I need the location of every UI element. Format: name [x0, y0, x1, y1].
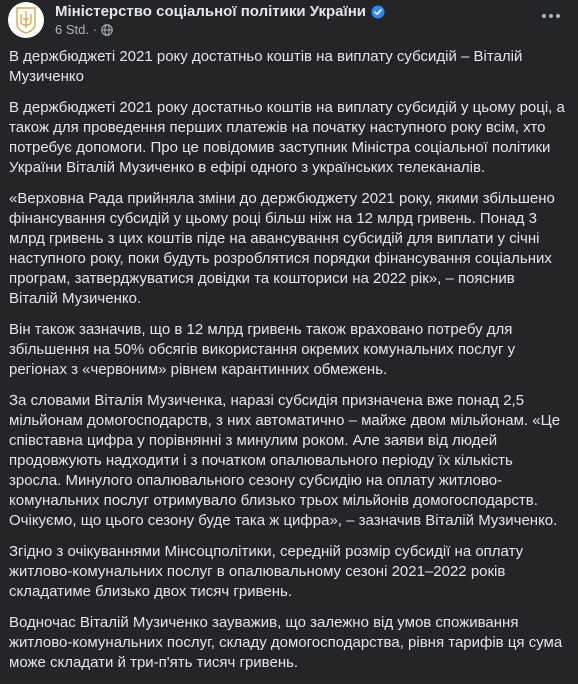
post-paragraph: «Верховна Рада прийняла зміни до держбюджету 2021 року, якими збільшено фінансування субсидій у цьому році більш ніж на 12 млрд гривень. Понад 3 млрд гривень з цих коштів піде на авансування субсидій для виплати у січні наступного року, поки будуть розроблятися порядки фінансування соціальних програм, затверджуватися довідки та кошториси на 2022 рік», – пояснив Віталій Музиченко.	[9, 190, 555, 307]
post-paragraph: Він також зазначив, що в 12 млрд гривень також враховано потребу для збільшення на 50% обсягів використання окремих комунальних послуг у регіонах з «червоним» рівнем карантинних обмежень.	[9, 321, 516, 378]
page-name-row	[55, 3, 385, 20]
post-paragraph: Згідно з очікуваннями Мінсоцполітики, середній розмір субсидії на оплату житлово-комунальних послуг в опалювальному сезоні 2021–2022 років складатиме близько двох тисяч гривень.	[9, 543, 524, 600]
more-options-button[interactable]	[538, 6, 564, 26]
globe-icon[interactable]	[101, 24, 113, 36]
post-body	[9, 47, 565, 684]
coat-of-arms-icon	[15, 6, 37, 34]
post-paragraph: В держбюджеті 2021 року достатньо коштів на виплату субсидій у цьому році, а також для проведення перших платежів на початку наступного року всім, хто потребує допомоги. Про це повідомив заступник Міністра соціальної політики України Віталій Музиченко в ефірі одного з українських телеканалів.	[9, 99, 565, 176]
verified-badge-icon	[371, 5, 385, 19]
more-options-icon	[541, 13, 561, 19]
page-avatar[interactable]	[8, 2, 44, 38]
page-name-link[interactable]: Міністерство соціальної політики України	[55, 3, 367, 20]
post-timestamp[interactable]: 6 Std.	[55, 22, 89, 37]
meta-separator: ·	[92, 22, 98, 37]
post-title-paragraph: В держбюджеті 2021 року достатньо коштів на виплату субсидій – Віталій Музиченко	[9, 48, 523, 85]
post-paragraph: За словами Віталія Музиченка, наразі субсидія призначена вже понад 2,5 мільйонам домогосподарств, з них автоматично – майже двом мільйонам. «Це співставна цифра у порівнянні з минулим роком. Але заяви від людей продовжують надходити і з початком опалювального періоду їх кількість зросла. Минулого опалювального сезону субсидію на оплату житлово-комунальних послуг отримувало близько трьох мільйонів домогосподарств. Очікуємо, що цього сезону буде така ж цифра», – зазначив Віталій Музиченко.	[9, 392, 561, 529]
post-header	[0, 0, 578, 44]
post-paragraph: Водночас Віталій Музиченко зауважив, що залежно від умов споживання житлово-комунальних послуг, складу домогосподарства, рівня тарифів ця сума може складати й три-п'ять тисяч гривень.	[9, 614, 563, 671]
post-meta	[55, 22, 113, 37]
